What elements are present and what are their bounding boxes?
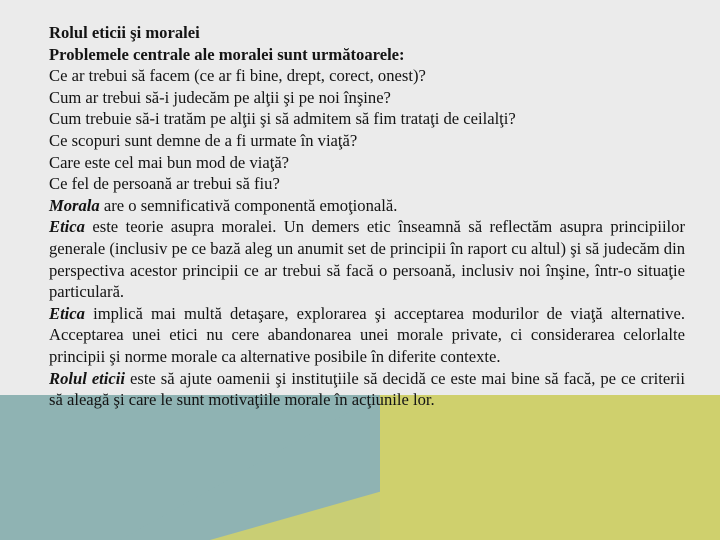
question-list: [49, 65, 685, 195]
question-item: Ce scopuri sunt demne de a fi urmate în viaţă?: [49, 130, 358, 150]
question-item: Care este cel mai bun mod de viaţă?: [49, 152, 290, 172]
slide-content: [49, 22, 685, 411]
slide-subtitle: Problemele centrale ale moralei sunt următoarele:: [49, 44, 405, 64]
term-etica: Etica: [49, 217, 85, 237]
paragraph-rolul-eticii: [49, 368, 685, 411]
paragraph-etica-definition: [49, 216, 685, 302]
paragraph-text: implică mai multă detaşare, explorarea şi acceptarea modurilor de viaţă alternative. Acceptarea unei etici nu cere abandonarea unei morale private, ci considerarea celorlalte principii şi norme morale ca alternative posibile în diferite contexte.: [49, 303, 685, 366]
paragraph-morala: [49, 195, 685, 217]
paragraph-etica-detachment: [49, 303, 685, 368]
paragraph-text: este teorie asupra moralei. Un demers etic înseamnă să reflectăm asupra principiilor generale (inclusiv pe ce bază aleg un anumit set de principii în raport cu altul) şi să judecăm din perspectiva acestor principii ce ar trebui să facă o persoană, inclusiv noi înşine, într-o situaţie particulară.: [49, 217, 685, 302]
olive-band-shape: [380, 395, 720, 540]
question-item: Cum trebuie să-i tratăm pe alţii şi să admitem să fim trataţi de ceilalţi?: [49, 109, 516, 129]
paragraph-text: este să ajute oamenii şi instituţiile să decidă ce este mai bine să facă, pe ce criterii să aleagă şi care le sunt motivaţiile morale în acţiunile lor.: [49, 368, 685, 410]
slide-title: Rolul eticii şi moralei: [49, 23, 200, 42]
term-rolul-eticii: Rolul eticii: [49, 368, 125, 388]
question-item: Ce ar trebui să facem (ce ar fi bine, drept, corect, onest)?: [49, 66, 426, 86]
question-item: Ce fel de persoană ar trebui să fiu?: [49, 174, 280, 194]
question-item: Cum ar trebui să-i judecăm pe alţii şi pe noi înşine?: [49, 87, 391, 107]
paragraph-text: are o semnificativă componentă emoţională.: [99, 195, 398, 215]
term-morala: Morala: [49, 195, 100, 215]
term-etica: Etica: [49, 303, 85, 323]
